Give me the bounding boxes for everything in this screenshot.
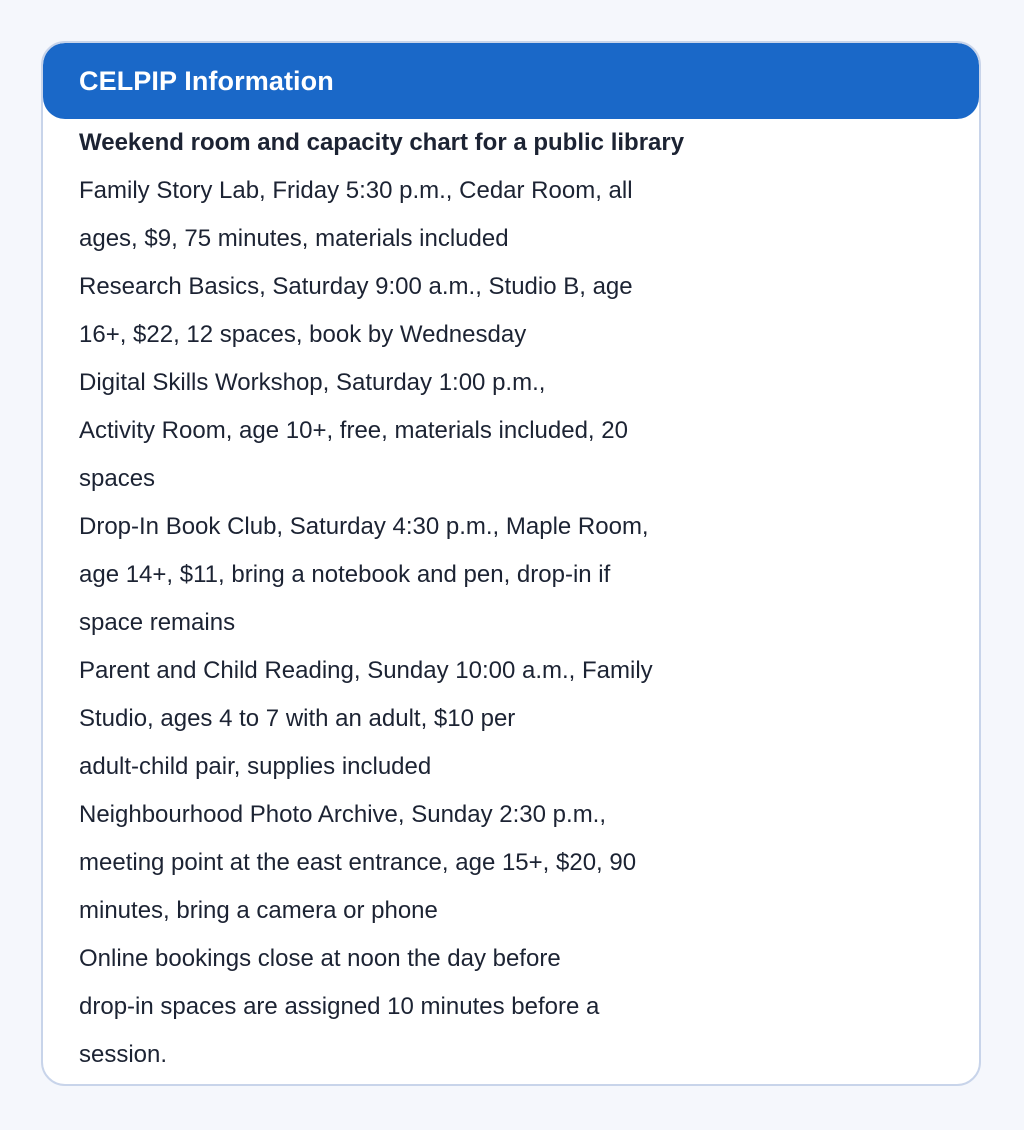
info-line: Research Basics, Saturday 9:00 a.m., Studio B, age bbox=[79, 273, 633, 300]
card-body bbox=[43, 119, 835, 1079]
info-line: Drop-In Book Club, Saturday 4:30 p.m., Maple Room, bbox=[79, 513, 649, 540]
info-line: age 14+, $11, bring a notebook and pen, drop-in if bbox=[79, 561, 611, 588]
info-line: 16+, $22, 12 spaces, book by Wednesday bbox=[79, 321, 527, 348]
info-line: space remains bbox=[79, 609, 236, 636]
card-header bbox=[43, 43, 979, 119]
info-line: Parent and Child Reading, Sunday 10:00 a.m., Family bbox=[79, 657, 653, 684]
celpip-info-card bbox=[41, 41, 981, 1086]
info-line: Studio, ages 4 to 7 with an adult, $10 per bbox=[79, 705, 516, 732]
info-line: drop-in spaces are assigned 10 minutes before a bbox=[79, 993, 600, 1020]
info-line: spaces bbox=[79, 465, 156, 492]
info-line: Activity Room, age 10+, free, materials included, 20 bbox=[79, 417, 628, 444]
info-line: ages, $9, 75 minutes, materials included bbox=[79, 225, 509, 252]
info-line: minutes, bring a camera or phone bbox=[79, 897, 438, 924]
info-line: session. bbox=[79, 1041, 168, 1068]
info-line: Online bookings close at noon the day before bbox=[79, 945, 561, 972]
chart-subheading: Weekend room and capacity chart for a public library bbox=[79, 129, 685, 156]
info-line: Neighbourhood Photo Archive, Sunday 2:30 p.m., bbox=[79, 801, 607, 828]
info-line: Digital Skills Workshop, Saturday 1:00 p.m., bbox=[79, 369, 546, 396]
info-line: meeting point at the east entrance, age 15+, $20, 90 bbox=[79, 849, 637, 876]
card-title: CELPIP Information bbox=[79, 65, 334, 96]
info-line: Family Story Lab, Friday 5:30 p.m., Cedar Room, all bbox=[79, 177, 633, 204]
info-line: adult-child pair, supplies included bbox=[79, 753, 432, 780]
